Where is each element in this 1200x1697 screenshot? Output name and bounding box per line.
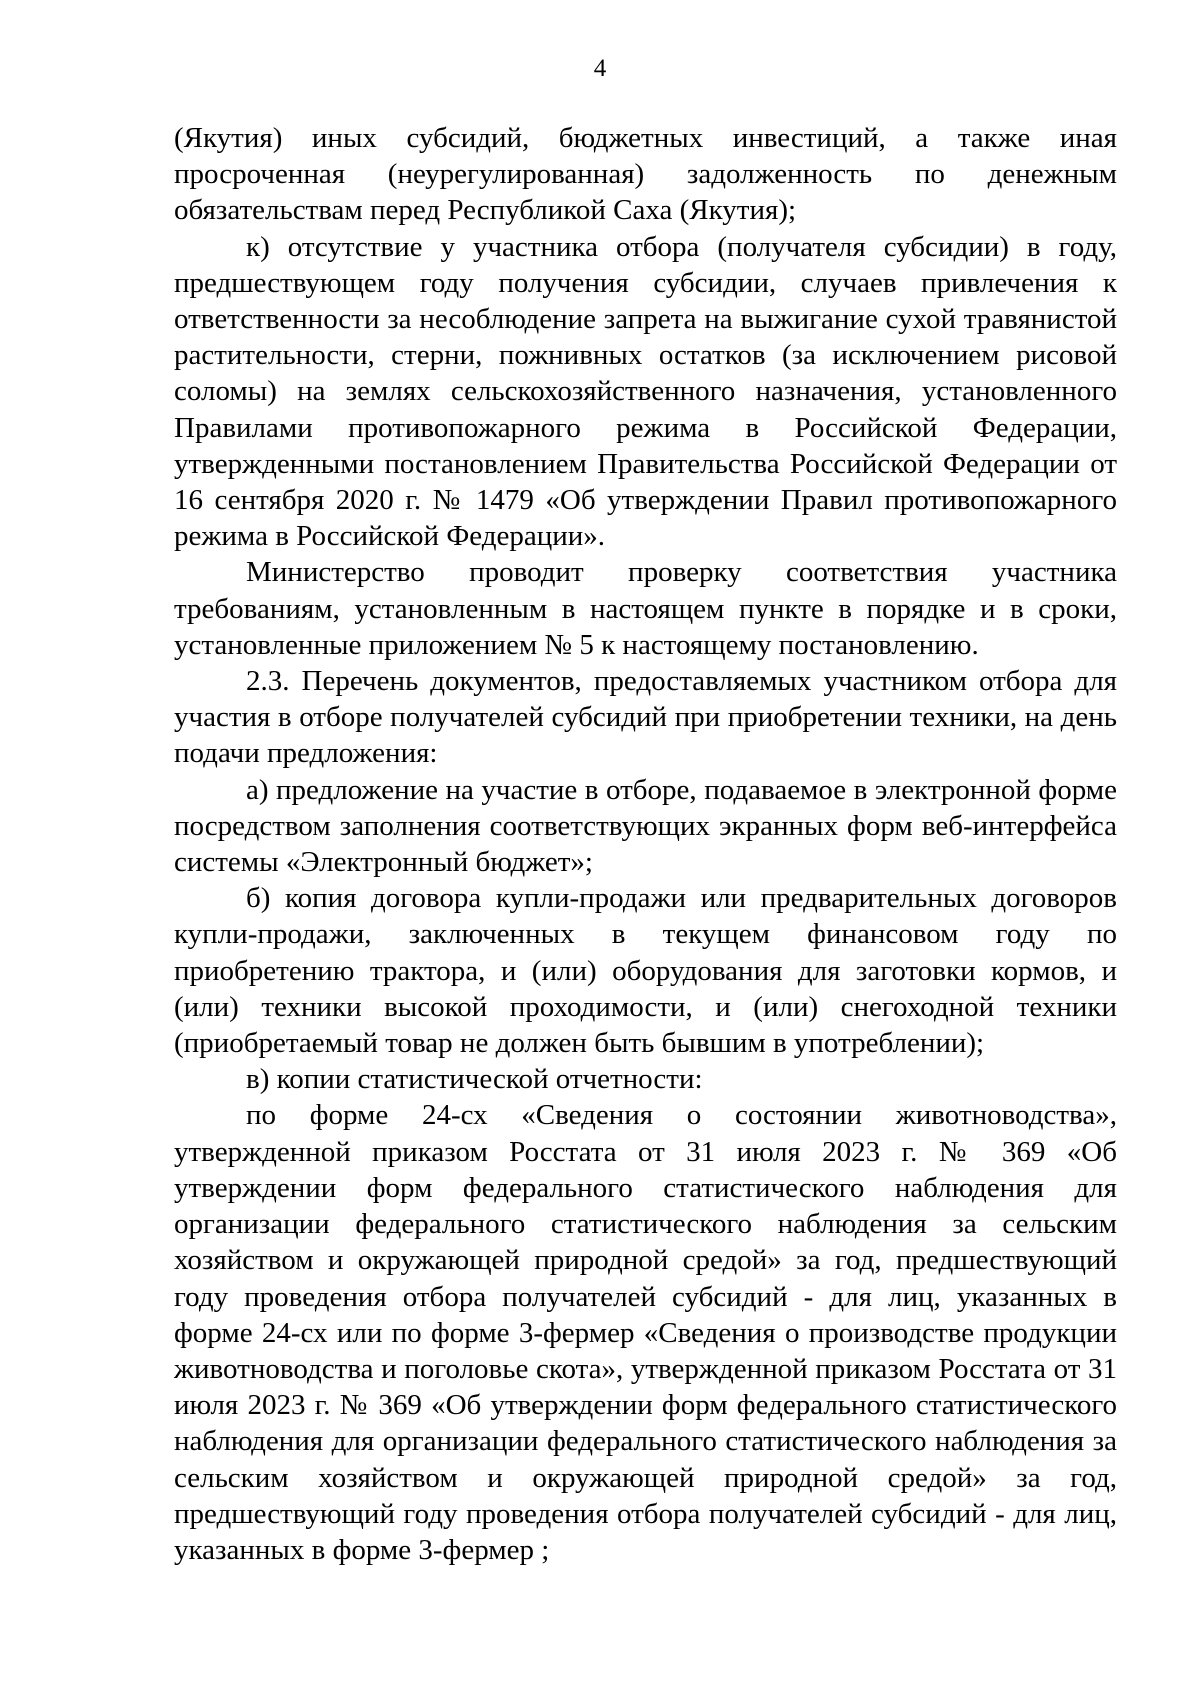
paragraph-item-a: а) предложение на участие в отборе, подаваемое в электронной форме посредством заполнения соответствующих экранных форм веб-интерфейса системы «Электронный бюджет»; [174, 773, 1117, 879]
paragraph-item-k: к) отсутствие у участника отбора (получателя субсидии) в году, предшествующем году получения субсидии, случаев привлечения к ответственности за несоблюдение запрета на выжигание сухой травянистой растительности, стерни, пожнивных остатков (за исключением рисовой соломы) на землях сельскохозяйственного назначения, установленного Правилами противопожарного режима в Российской Федерации, утвержденными постановлением Правительства Российской Федерации от 16 сентября 2020 г. № 1479 «Об утверждении Правил противопожарного режима в Российской Федерации». [174, 230, 1117, 553]
paragraph-section-2-3: 2.3. Перечень документов, предоставляемых участником отбора для участия в отборе получателей субсидий при приобретении техники, на день подачи предложения: [174, 665, 1117, 770]
paragraph-item-b: б) копия договора купли-продажи или предварительных договоров купли-продажи, заключенных в текущем финансовом году по приобретению трактора, и (или) оборудования для заготовки кормов, и (или) техники высокой проходимости, и (или) снегоходной техники (приобретаемый товар не должен быть бывшим в употреблении); [174, 882, 1117, 1060]
page-number: 4 [593, 55, 607, 82]
document-body [174, 120, 1117, 1568]
paragraph-item-v: в) копии статистической отчетности: [246, 1063, 703, 1096]
paragraph-continuation: (Якутия) иных субсидий, бюджетных инвестиций, а также иная просроченная (неурегулированная) задолженность по денежным обязательствам перед Республикой Саха (Якутия); [174, 122, 1117, 227]
paragraph-ministry-check: Министерство проводит проверку соответствия участника требованиям, установленным в настоящем пункте в порядке и в сроки, установленные приложением № 5 к настоящему постановлению. [174, 556, 1117, 661]
paragraph-form-24-sh: по форме 24-сх «Сведения о состоянии животноводства», утвержденной приказом Росстата от 31 июля 2023 г. № 369 «Об утверждении форм федерального статистического наблюдения для организации федерального статистического наблюдения за сельским хозяйством и окружающей природной средой» за год, предшествующий году проведения отбора получателей субсидий - для лиц, указанных в форме 24-сх или по форме 3-фермер «Сведения о производстве продукции животноводства и поголовье скота», утвержденной приказом Росстата от 31 июля 2023 г. № 369 «Об утверждении форм федерального статистического наблюдения для организации федерального статистического наблюдения за сельским хозяйством и окружающей природной средой» за год, предшествующий году проведения отбора получателей субсидий - для лиц, указанных в форме 3-фермер ; [174, 1099, 1117, 1566]
